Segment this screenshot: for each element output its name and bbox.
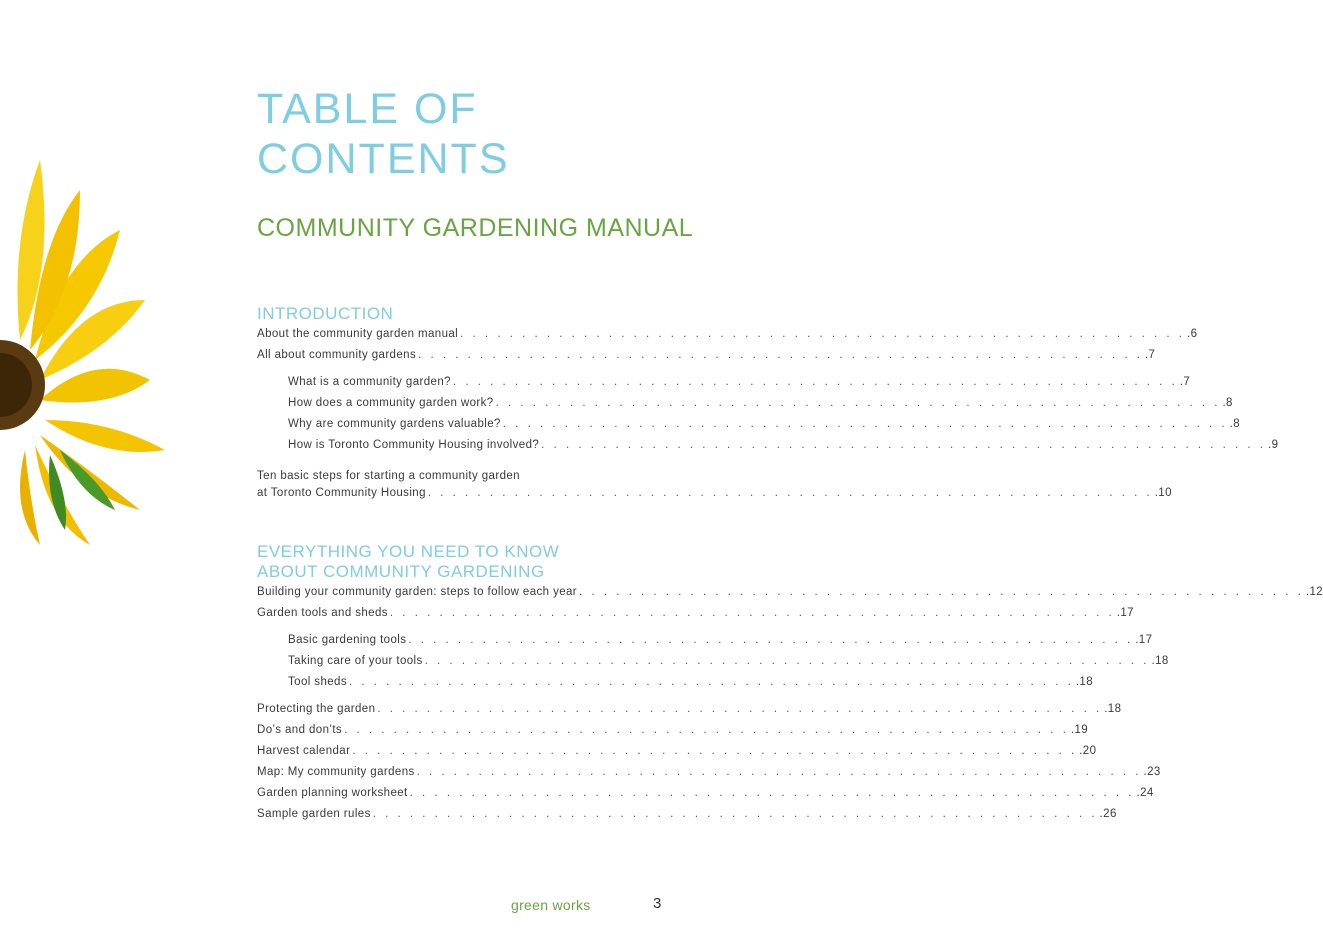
toc-entry-label: Garden tools and sheds bbox=[257, 607, 388, 619]
toc-entry-label: About the community garden manual bbox=[257, 328, 459, 340]
toc-entry-page: .8 bbox=[1229, 418, 1241, 430]
toc-entry-label: Sample garden rules bbox=[257, 808, 371, 820]
toc-entry-page: .8 bbox=[1222, 397, 1233, 409]
toc-entry-label: Why are community gardens valuable? bbox=[288, 418, 501, 430]
section-heading-introduction: INTRODUCTION bbox=[257, 304, 394, 323]
toc-entry-page: .6 bbox=[1186, 328, 1198, 340]
toc-subentry[interactable]: How is Toronto Community Housing involved? . . . . . . . . . . . . . . . . . . . . . . . . . . . . . . . . . . . . . . . . . . . . . . . . . . . . . . . . . . . .9 bbox=[288, 439, 1279, 451]
toc-entry-page: .9 bbox=[1268, 439, 1279, 451]
toc-entry-page: .12 bbox=[1305, 586, 1323, 598]
toc-entry[interactable]: Garden planning worksheet . . . . . . . . . . . . . . . . . . . . . . . . . . . . . . . . . . . . . . . . . . . . . . . . . . . . . . . . . . . .24 bbox=[257, 787, 1154, 799]
toc-entry-label: Tool sheds bbox=[288, 676, 347, 688]
toc-entry-page: .18 bbox=[1075, 676, 1093, 688]
toc-entry-label: Garden planning worksheet bbox=[257, 787, 408, 799]
toc-entry-page: .19 bbox=[1070, 724, 1089, 736]
toc-entry-page: .10 bbox=[1154, 487, 1172, 499]
toc-entry-label: Building your community garden: steps to follow each year bbox=[257, 586, 578, 598]
toc-entry-label: Map: My community gardens bbox=[257, 766, 415, 778]
toc-entry-label: What is a community garden? bbox=[288, 376, 451, 388]
toc-entry-page: .7 bbox=[1179, 376, 1191, 388]
toc-entry-page: .18 bbox=[1104, 703, 1122, 715]
toc-entry-page: .17 bbox=[1116, 607, 1134, 619]
toc-entry[interactable]: Protecting the garden . . . . . . . . . . . . . . . . . . . . . . . . . . . . . . . . . . . . . . . . . . . . . . . . . . . . . . . . . . . .18 bbox=[257, 703, 1122, 715]
page-title bbox=[257, 84, 510, 184]
toc-subentry[interactable]: Tool sheds . . . . . . . . . . . . . . . . . . . . . . . . . . . . . . . . . . . . . . . . . . . . . . . . . . . . . . . . . . . .18 bbox=[288, 676, 1093, 688]
toc-subentry[interactable]: Basic gardening tools . . . . . . . . . . . . . . . . . . . . . . . . . . . . . . . . . . . . . . . . . . . . . . . . . . . . . . . . . . . .17 bbox=[288, 634, 1153, 646]
toc-entry[interactable]: All about community gardens . . . . . . . . . . . . . . . . . . . . . . . . . . . . . . . . . . . . . . . . . . . . . . . . . . . . . . . . . . . .7 bbox=[257, 349, 1156, 361]
toc-entry-label-line1: Ten basic steps for starting a community garden bbox=[257, 470, 520, 482]
toc-entry-label: How does a community garden work? bbox=[288, 397, 494, 409]
toc-entry-label: Do’s and don’ts bbox=[257, 724, 343, 736]
toc-entry-page: .26 bbox=[1099, 808, 1117, 820]
toc-entry[interactable]: Building your community garden: steps to follow each year . . . . . . . . . . . . . . . . . . . . . . . . . . . . . . . . . . . . . . . . . . . . . . . . . . . . . . . . . . . .12 bbox=[257, 586, 1323, 598]
section-heading-everything: EVERYTHING YOU NEED TO KNOW ABOUT COMMUNITY GARDENING bbox=[257, 542, 560, 581]
toc-entry-label: Protecting the garden bbox=[257, 703, 376, 715]
toc-entry[interactable]: Map: My community gardens . . . . . . . . . . . . . . . . . . . . . . . . . . . . . . . . . . . . . . . . . . . . . . . . . . . . . . . . . . . .23 bbox=[257, 766, 1161, 778]
toc-entry-page: .7 bbox=[1144, 349, 1156, 361]
table-of-contents bbox=[257, 304, 1323, 829]
toc-entry-label: Harvest calendar bbox=[257, 745, 351, 757]
toc-entry-label: Basic gardening tools bbox=[288, 634, 407, 646]
toc-subentry[interactable]: How does a community garden work? . . . . . . . . . . . . . . . . . . . . . . . . . . . . . . . . . . . . . . . . . . . . . . . . . . . . . . . . . . . .8 bbox=[288, 397, 1233, 409]
toc-entry[interactable]: Harvest calendar . . . . . . . . . . . . . . . . . . . . . . . . . . . . . . . . . . . . . . . . . . . . . . . . . . . . . . . . . . . .20 bbox=[257, 745, 1097, 757]
toc-entry[interactable]: Garden tools and sheds . . . . . . . . . . . . . . . . . . . . . . . . . . . . . . . . . . . . . . . . . . . . . . . . . . . . . . . . . . . .17 bbox=[257, 607, 1134, 619]
sunflower-image bbox=[0, 150, 175, 550]
toc-entry[interactable]: Do’s and don’ts . . . . . . . . . . . . . . . . . . . . . . . . . . . . . . . . . . . . . . . . . . . . . . . . . . . . . . . . . . . .19 bbox=[257, 724, 1089, 736]
toc-entry[interactable]: About the community garden manual . . . . . . . . . . . . . . . . . . . . . . . . . . . . . . . . . . . . . . . . . . . . . . . . . . . . . . . . . . . .6 bbox=[257, 328, 1198, 340]
leaf-o-icon: o bbox=[562, 897, 572, 913]
green-works-logo: green works bbox=[511, 897, 591, 913]
toc-entry-page: .18 bbox=[1151, 655, 1169, 667]
toc-entry-label: All about community gardens bbox=[257, 349, 417, 361]
toc-entry-label: Taking care of your tools bbox=[288, 655, 423, 667]
toc-entry-page: .20 bbox=[1079, 745, 1097, 757]
title-line-2: CONTENTS bbox=[257, 135, 510, 183]
toc-subentry[interactable]: Why are community gardens valuable? . . . . . . . . . . . . . . . . . . . . . . . . . . . . . . . . . . . . . . . . . . . . . . . . . . . . . . . . . . . .8 bbox=[288, 418, 1241, 430]
page-number: 3 bbox=[653, 895, 662, 912]
toc-entry[interactable]: Sample garden rules . . . . . . . . . . . . . . . . . . . . . . . . . . . . . . . . . . . . . . . . . . . . . . . . . . . . . . . . . . . .26 bbox=[257, 808, 1117, 820]
toc-entry-label: at Toronto Community Housing bbox=[257, 487, 426, 499]
toc-entry-label: How is Toronto Community Housing involved? bbox=[288, 439, 540, 451]
toc-subentry[interactable]: Taking care of your tools . . . . . . . . . . . . . . . . . . . . . . . . . . . . . . . . . . . . . . . . . . . . . . . . . . . . . . . . . . . .18 bbox=[288, 655, 1169, 667]
toc-entry-page: .17 bbox=[1135, 634, 1153, 646]
toc-entry-page: .23 bbox=[1143, 766, 1161, 778]
toc-subentry[interactable]: What is a community garden? . . . . . . . . . . . . . . . . . . . . . . . . . . . . . . . . . . . . . . . . . . . . . . . . . . . . . . . . . . . .7 bbox=[288, 376, 1191, 388]
toc-entry[interactable]: Ten basic steps for starting a community garden at Toronto Community Housing . . . . . . . . . . . . . . . . . . . . . . . . . . . . . . . . . . . . . . . . . . . . . . . . . . . . . . . . . . . .10 bbox=[257, 470, 1172, 499]
manual-subtitle: COMMUNITY GARDENING MANUAL bbox=[257, 214, 694, 242]
title-line-1: TABLE OF bbox=[257, 85, 478, 133]
toc-entry-page: .24 bbox=[1136, 787, 1154, 799]
